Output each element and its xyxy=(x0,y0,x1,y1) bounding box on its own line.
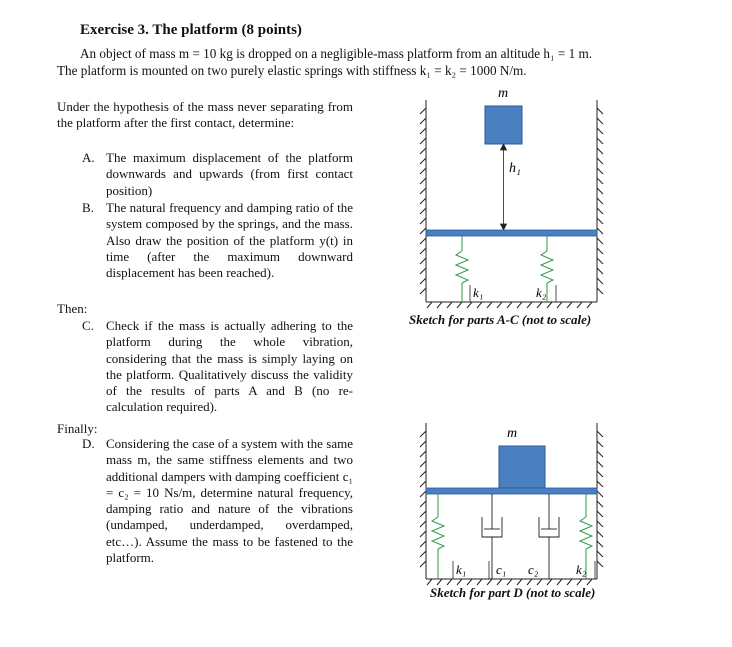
spring-k2-label: k₂ xyxy=(576,562,587,577)
spring-k1-label: k₁ xyxy=(456,562,467,577)
item-text: The natural frequency and damping ratio of the system composed by the springs, and the mass. Also draw the position of the platform y(t) in time (after the maximum downward displacement has been reached). xyxy=(106,200,353,281)
intro-line-1: An object of mass m = 10 kg is dropped on a negligible-mass platform from an altitude h₁ = 1 m. xyxy=(80,46,593,61)
left-wall xyxy=(420,100,426,302)
spring-k1 xyxy=(456,236,468,302)
damper-c1-label: c₁ xyxy=(496,562,507,577)
hypothesis-paragraph: Under the hypothesis of the mass never separating from the platform after the first contact, determine: xyxy=(57,99,353,131)
item-letter: A. xyxy=(82,150,95,165)
item-text: The maximum displacement of the platform downwards and upwards (from first contact position) xyxy=(106,150,353,198)
left-wall xyxy=(420,423,426,579)
intro-line-2: The platform is mounted on two purely elastic springs with stiffness k₁ = k₂ = 1000 N/m. xyxy=(57,63,527,78)
sketch-a-c-caption: Sketch for parts A-C (not to scale) xyxy=(409,312,592,327)
spring-k1-label: k₁ xyxy=(473,285,484,300)
height-label: h₁ xyxy=(509,161,521,176)
exercise-intro xyxy=(57,45,697,79)
item-letter: B. xyxy=(82,200,94,215)
mass-label: m xyxy=(507,426,518,441)
sketch-d-caption: Sketch for part D (not to scale) xyxy=(430,585,596,600)
label-dividers xyxy=(453,561,595,579)
item-b xyxy=(82,200,353,281)
item-d xyxy=(82,436,353,566)
finally-label: Finally: xyxy=(57,421,98,436)
then-label: Then: xyxy=(57,301,88,316)
damper-c2 xyxy=(539,494,559,579)
damper-c2-label: c₂ xyxy=(528,562,539,577)
item-c xyxy=(82,318,353,416)
mass-label: m xyxy=(498,86,509,101)
mass-block xyxy=(499,446,545,488)
platform xyxy=(426,488,597,494)
right-wall xyxy=(597,423,603,579)
item-text: Check if the mass is actually adhering to the platform during the whole vibration, considering that the mass is simply laying on the platform. Qualitatively discuss the validity of the results of parts A and B (no re-calculation required). xyxy=(106,318,353,415)
item-text: Considering the case of a system with the same mass m, the same stiffness elements and two additional dampers with damping coefficient c₁ = c₂ = 10 Ns/m, determine natural frequency, damping ratio and nature of the vibrations (undamped, underdamped, overdamped, etc…). Assume the mass to be fastened to the platform. xyxy=(106,436,353,566)
platform xyxy=(426,230,597,236)
spring-k2-label: k₂ xyxy=(536,285,547,300)
spring-k1 xyxy=(432,494,444,579)
sketch-d xyxy=(400,413,625,591)
item-letter: C. xyxy=(82,318,94,333)
mass-block xyxy=(485,106,522,144)
height-arrow xyxy=(501,144,507,230)
item-letter: D. xyxy=(82,436,95,451)
sketch-a-c xyxy=(400,80,625,312)
item-a xyxy=(82,150,353,199)
right-wall xyxy=(597,100,603,302)
ground xyxy=(426,302,597,308)
exercise-title: Exercise 3. The platform (8 points) xyxy=(80,22,302,38)
